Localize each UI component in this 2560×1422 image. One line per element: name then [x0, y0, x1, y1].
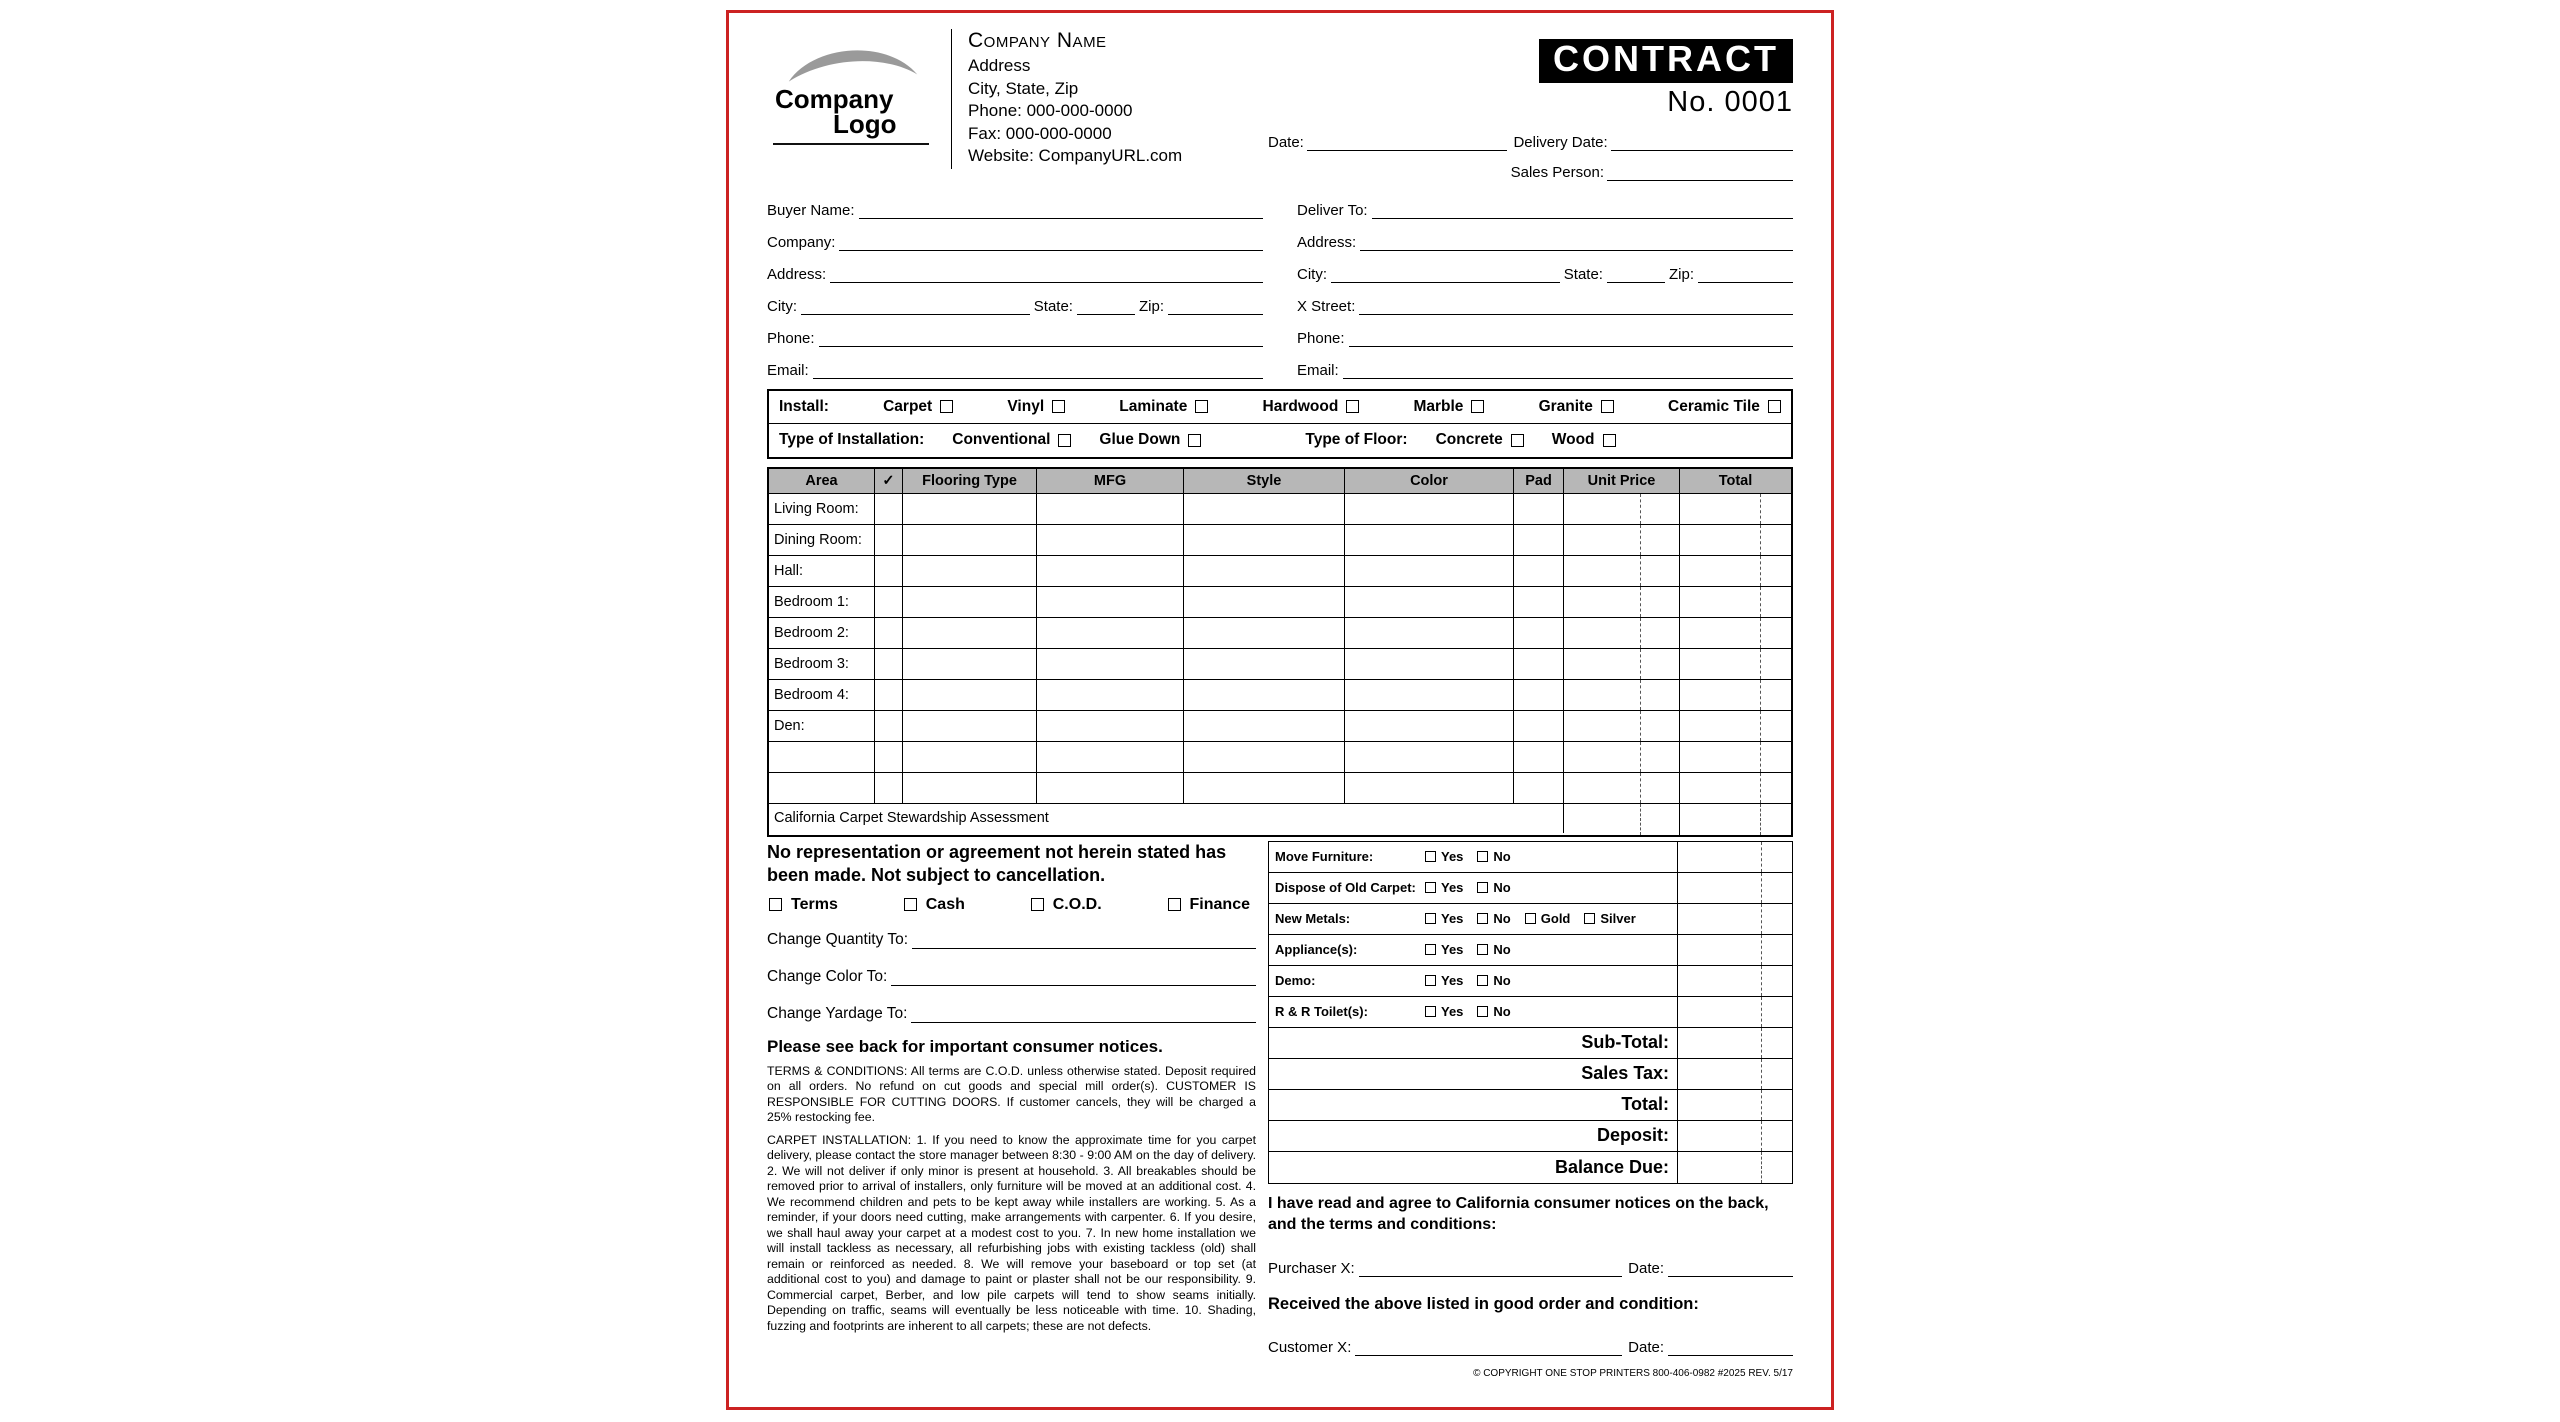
no-option: No [1477, 942, 1510, 957]
column-header-style: Style [1184, 469, 1345, 494]
cod-checkbox[interactable] [1031, 898, 1044, 911]
style-cell[interactable] [1184, 494, 1345, 525]
style-cell[interactable] [1184, 649, 1345, 680]
color-cell[interactable] [1345, 494, 1514, 525]
company-logo [767, 27, 939, 181]
buyer-state-label: State: [1033, 297, 1073, 315]
delivery-date-field[interactable] [1611, 138, 1793, 151]
customer-date-label: Date: [1628, 1339, 1664, 1357]
unit-price-cell[interactable] [1564, 680, 1680, 711]
terms-column [767, 841, 1268, 1380]
total-cell[interactable] [1680, 773, 1791, 804]
amount-cell[interactable] [1677, 873, 1792, 903]
pad-cell[interactable] [1514, 587, 1564, 618]
wood-checkbox[interactable] [1603, 434, 1616, 447]
received-text: Received the above listed in good order and condition: [1268, 1295, 1699, 1314]
install-option-marble: Marble [1413, 398, 1484, 416]
granite-checkbox[interactable] [1601, 400, 1614, 413]
subtotal-label: Sub-Total: [1581, 1032, 1669, 1053]
flooring-type-cell[interactable] [903, 742, 1037, 773]
column-header-color: Color [1345, 469, 1514, 494]
no-checkbox[interactable] [1477, 913, 1488, 924]
contract-form [726, 10, 1834, 1410]
option-row-appliances: Appliance(s): Yes No [1269, 935, 1792, 966]
amount-cell[interactable] [1677, 966, 1792, 996]
header-right [1268, 27, 1793, 181]
area-cell: Dining Room: [769, 525, 875, 556]
subtotal-amount-cell[interactable] [1677, 1028, 1792, 1058]
flooring-type-cell[interactable] [903, 525, 1037, 556]
style-cell[interactable] [1184, 773, 1345, 804]
deliver-to-field[interactable] [1372, 206, 1793, 219]
color-cell[interactable] [1345, 587, 1514, 618]
sales-person-row [1268, 164, 1793, 181]
sales-tax-amount-cell[interactable] [1677, 1059, 1792, 1089]
payment-options-row [767, 896, 1256, 914]
yes-option: Yes [1425, 1004, 1463, 1019]
color-cell[interactable] [1345, 618, 1514, 649]
change-quantity-field[interactable] [912, 936, 1256, 949]
total-cell[interactable] [1680, 494, 1791, 525]
yes-option: Yes [1425, 973, 1463, 988]
purchaser-signature-row [1268, 1253, 1793, 1279]
no-checkbox[interactable] [1477, 851, 1488, 862]
buyer-zip-label: Zip: [1138, 297, 1164, 315]
no-option: No [1477, 973, 1510, 988]
deliver-city-label: City: [1297, 265, 1327, 283]
purchaser-label: Purchaser X: [1268, 1260, 1355, 1278]
style-cell[interactable] [1184, 742, 1345, 773]
total-cell[interactable] [1680, 711, 1791, 742]
payment-cash: Cash [904, 896, 965, 914]
deliver-state-label: State: [1563, 265, 1603, 283]
color-cell[interactable] [1345, 773, 1514, 804]
no-representation-text: No representation or agreement not herein stated has been made. Not subject to cancellation. [767, 841, 1227, 885]
date-row [1268, 134, 1793, 151]
area-cell [769, 742, 875, 773]
pad-cell[interactable] [1514, 618, 1564, 649]
logo-line1: Company [775, 84, 894, 114]
check-cell[interactable] [875, 618, 903, 649]
company-phone: Phone: 000-000-0000 [968, 101, 1133, 121]
no-checkbox[interactable] [1477, 975, 1488, 986]
yes-option: Yes [1425, 849, 1463, 864]
pad-cell[interactable] [1514, 649, 1564, 680]
column-header-unit-price: Unit Price [1564, 469, 1680, 494]
form-header [767, 27, 1793, 181]
payment-terms: Terms [769, 896, 838, 914]
customer-signature-field[interactable] [1355, 1343, 1622, 1356]
no-option: No [1477, 1004, 1510, 1019]
logo-text [767, 84, 939, 140]
buyer-address-label: Address: [767, 265, 827, 283]
column-header-flooring-type: Flooring Type [903, 469, 1037, 494]
option-row-dispose-old-carpet: Dispose of Old Carpet: Yes No [1269, 873, 1792, 904]
conventional-checkbox[interactable] [1058, 434, 1071, 447]
change-color-label: Change Color To: [767, 967, 888, 985]
x-street-label: X Street: [1297, 297, 1356, 315]
unit-price-cell[interactable] [1564, 711, 1680, 742]
area-cell: Bedroom 3: [769, 649, 875, 680]
customer-signature-row [1268, 1332, 1793, 1358]
install-row [769, 391, 1791, 424]
floor-concrete: Concrete [1436, 431, 1524, 449]
deposit-amount-cell[interactable] [1677, 1121, 1792, 1151]
check-cell[interactable] [875, 742, 903, 773]
flooring-type-cell[interactable] [903, 618, 1037, 649]
company-city-state-zip: City, State, Zip [968, 78, 1079, 98]
install-label: Install: [779, 397, 829, 415]
purchaser-date-label: Date: [1628, 1260, 1664, 1278]
bottom-section [767, 841, 1793, 1380]
change-color-field[interactable] [891, 973, 1256, 986]
deliver-phone-field[interactable] [1349, 334, 1793, 347]
deliver-address-field[interactable] [1360, 238, 1793, 251]
yes-option: Yes [1425, 880, 1463, 895]
finance-checkbox[interactable] [1168, 898, 1181, 911]
type-of-installation-label: Type of Installation: [779, 431, 925, 449]
buyer-email-field[interactable] [813, 366, 1263, 379]
sales-person-field[interactable] [1607, 168, 1793, 181]
no-checkbox[interactable] [1477, 882, 1488, 893]
deliver-column [1297, 189, 1793, 381]
total-cell[interactable] [1680, 680, 1791, 711]
mfg-cell[interactable] [1037, 742, 1184, 773]
area-cell: Bedroom 2: [769, 618, 875, 649]
logo-line2: Logo [833, 109, 897, 140]
glue-down-checkbox[interactable] [1188, 434, 1201, 447]
floor-wood: Wood [1552, 431, 1616, 449]
install-option-carpet: Carpet [883, 398, 953, 416]
column-header-pad: Pad [1514, 469, 1564, 494]
installation-conventional: Conventional [952, 431, 1071, 449]
deliver-email-field[interactable] [1343, 366, 1793, 379]
install-option-ceramic-tile: Ceramic Tile [1668, 398, 1781, 416]
balance-due-label: Balance Due: [1554, 1156, 1669, 1177]
pad-cell[interactable] [1514, 711, 1564, 742]
header-divider [951, 29, 952, 169]
check-cell[interactable] [875, 494, 903, 525]
check-cell[interactable] [875, 649, 903, 680]
install-option-vinyl: Vinyl [1007, 398, 1065, 416]
contract-number: No. 0001 [1667, 85, 1793, 118]
change-yardage-field[interactable] [911, 1010, 1256, 1023]
unit-price-cell[interactable] [1564, 494, 1680, 525]
carpet-installation-paragraph: CARPET INSTALLATION: 1. If you need to know the approximate time for you carpet delivery, please contact the store manager between 8:30 - 9:00 AM on the day of delivery. 2. We will not deliver if only minor is present at household. 3. All breakables should be removed prior to arrival of installers, only furniture will be moved at an additional cost. 4. We recommend children and pets to be kept away while installers are working. 5. As a reminder, if your doors need cutting, make arrangements with carpenter. 6. If you desire, we shall haul away your carpet at a modest cost to you. 7. In new home installation we will install tackless as necessary, all refurbishing jobs with existing tackless (old) shall remain or reinforced as needed. 8. We will remove your baseboard or top set (at additional cost to you) and damage to paint or plaster shall not be our responsibility. 9. Commercial carpet, Berber, and low pile carpets will tend to show seams initially. Depending on traffic, seams will eventually be less noticeable with time. 10. Shading, fuzzing and footprints are inherent to all carpets; these are not defects. [767, 1132, 1256, 1333]
no-option: No [1477, 849, 1510, 864]
amount-cell[interactable] [1677, 997, 1792, 1027]
yes-checkbox[interactable] [1425, 975, 1436, 986]
agreement-text: I have read and agree to California consumer notices on the back, and the terms and conditions: [1268, 1194, 1769, 1233]
deposit-label: Deposit: [1597, 1125, 1669, 1146]
purchaser-signature-field[interactable] [1359, 1264, 1622, 1277]
date-field[interactable] [1307, 138, 1508, 151]
date-label: Date: [1268, 133, 1304, 151]
pad-cell[interactable] [1514, 556, 1564, 587]
pad-cell[interactable] [1514, 742, 1564, 773]
deliver-zip-field[interactable] [1698, 270, 1793, 283]
assessment-unit-price-cell[interactable] [1564, 804, 1680, 835]
yes-option: Yes [1425, 942, 1463, 957]
installation-type-row [769, 424, 1791, 457]
mfg-cell[interactable] [1037, 618, 1184, 649]
deliver-address-label: Address: [1297, 233, 1357, 251]
payment-finance: Finance [1168, 896, 1250, 914]
buyer-city-field[interactable] [801, 302, 1030, 315]
mfg-cell[interactable] [1037, 711, 1184, 742]
change-yardage-label: Change Yardage To: [767, 1004, 908, 1022]
customer-label: Customer X: [1268, 1339, 1352, 1357]
check-cell[interactable] [875, 525, 903, 556]
total-label: Total: [1621, 1094, 1669, 1115]
buyer-city-label: City: [767, 297, 797, 315]
terms-conditions-paragraph: TERMS & CONDITIONS: All terms are C.O.D. unless otherwise stated. Deposit required on all orders. No refund on cut goods and special mill order(s). CUSTOMER IS RESPONSIBLE FOR CUTTING DOORS. If customer cancels, they will be charged a 25% restocking fee. [767, 1063, 1256, 1125]
yes-checkbox[interactable] [1425, 944, 1436, 955]
buyer-phone-field[interactable] [819, 334, 1263, 347]
unit-price-cell[interactable] [1564, 618, 1680, 649]
style-cell[interactable] [1184, 711, 1345, 742]
unit-price-cell[interactable] [1564, 773, 1680, 804]
total-row [1269, 1090, 1792, 1121]
area-cell: Bedroom 1: [769, 587, 875, 618]
option-row-rr-toilets: R & R Toilet(s): Yes No [1269, 997, 1792, 1028]
buyer-phone-label: Phone: [767, 329, 815, 347]
sales-tax-label: Sales Tax: [1581, 1063, 1669, 1084]
style-cell[interactable] [1184, 525, 1345, 556]
sales-person-label: Sales Person: [1510, 163, 1604, 181]
sales-tax-row [1269, 1059, 1792, 1090]
cash-checkbox[interactable] [904, 898, 917, 911]
style-cell[interactable] [1184, 587, 1345, 618]
silver-checkbox[interactable] [1584, 913, 1595, 924]
flooring-type-cell[interactable] [903, 773, 1037, 804]
no-option: No [1477, 911, 1510, 926]
total-amount-cell[interactable] [1677, 1090, 1792, 1120]
deliver-to-label: Deliver To: [1297, 201, 1368, 219]
options-column [1268, 841, 1793, 1380]
amount-cell[interactable] [1677, 935, 1792, 965]
terms-checkbox[interactable] [769, 898, 782, 911]
area-cell: Den: [769, 711, 875, 742]
deliver-city-field[interactable] [1331, 270, 1560, 283]
color-cell[interactable] [1345, 649, 1514, 680]
install-option-granite: Granite [1539, 398, 1614, 416]
mfg-cell[interactable] [1037, 680, 1184, 711]
check-cell[interactable] [875, 556, 903, 587]
area-cell [769, 773, 875, 804]
gold-option: Gold [1525, 911, 1571, 926]
carpet-checkbox[interactable] [940, 400, 953, 413]
flooring-table [767, 467, 1793, 837]
color-cell[interactable] [1345, 680, 1514, 711]
check-cell[interactable] [875, 587, 903, 618]
company-website: Website: CompanyURL.com [968, 146, 1183, 166]
deliver-email-label: Email: [1297, 361, 1339, 379]
gold-checkbox[interactable] [1525, 913, 1536, 924]
total-cell[interactable] [1680, 618, 1791, 649]
pad-cell[interactable] [1514, 525, 1564, 556]
company-address: Address [968, 55, 1031, 75]
mfg-cell[interactable] [1037, 525, 1184, 556]
style-cell[interactable] [1184, 680, 1345, 711]
yes-checkbox[interactable] [1425, 1006, 1436, 1017]
laminate-checkbox[interactable] [1195, 400, 1208, 413]
copyright-text: © COPYRIGHT ONE STOP PRINTERS 800-406-0982 #2025 REV. 5/17 [1473, 1368, 1793, 1380]
flooring-type-cell[interactable] [903, 494, 1037, 525]
flooring-type-cell[interactable] [903, 587, 1037, 618]
payment-cod: C.O.D. [1031, 896, 1102, 914]
company-fax: Fax: 000-000-0000 [968, 123, 1112, 143]
yes-checkbox[interactable] [1425, 882, 1436, 893]
deliver-state-field[interactable] [1607, 270, 1665, 283]
silver-option: Silver [1584, 911, 1635, 926]
install-section [767, 389, 1793, 459]
unit-price-cell[interactable] [1564, 525, 1680, 556]
pad-cell[interactable] [1514, 680, 1564, 711]
yes-checkbox[interactable] [1425, 851, 1436, 862]
mfg-cell[interactable] [1037, 587, 1184, 618]
buyer-email-label: Email: [767, 361, 809, 379]
option-row-new-metals: New Metals: Yes No Gold Silver [1269, 904, 1792, 935]
amount-cell[interactable] [1677, 904, 1792, 934]
flooring-type-cell[interactable] [903, 680, 1037, 711]
total-cell[interactable] [1680, 556, 1791, 587]
check-cell[interactable] [875, 773, 903, 804]
mfg-cell[interactable] [1037, 649, 1184, 680]
column-header-mfg: MFG [1037, 469, 1184, 494]
marble-checkbox[interactable] [1471, 400, 1484, 413]
mfg-cell[interactable] [1037, 556, 1184, 587]
no-checkbox[interactable] [1477, 944, 1488, 955]
style-cell[interactable] [1184, 556, 1345, 587]
color-cell[interactable] [1345, 742, 1514, 773]
area-cell: Bedroom 4: [769, 680, 875, 711]
purchaser-date-field[interactable] [1668, 1264, 1793, 1277]
install-option-hardwood: Hardwood [1263, 398, 1360, 416]
option-row-demo: Demo: Yes No [1269, 966, 1792, 997]
color-cell[interactable] [1345, 525, 1514, 556]
total-cell[interactable] [1680, 587, 1791, 618]
mfg-cell[interactable] [1037, 773, 1184, 804]
total-cell[interactable] [1680, 525, 1791, 556]
color-cell[interactable] [1345, 711, 1514, 742]
ceramic-tile-checkbox[interactable] [1768, 400, 1781, 413]
buyer-state-field[interactable] [1077, 302, 1135, 315]
hardwood-checkbox[interactable] [1346, 400, 1359, 413]
buyer-company-label: Company: [767, 233, 836, 251]
buyer-name-label: Buyer Name: [767, 201, 855, 219]
column-header-area: Area [769, 469, 875, 494]
check-cell[interactable] [875, 680, 903, 711]
flooring-type-cell[interactable] [903, 556, 1037, 587]
options-panel [1268, 841, 1793, 1184]
deliver-zip-label: Zip: [1668, 265, 1694, 283]
install-option-laminate: Laminate [1119, 398, 1208, 416]
buyer-address-field[interactable] [830, 270, 1263, 283]
yes-checkbox[interactable] [1425, 913, 1436, 924]
stewardship-assessment-label: California Carpet Stewardship Assessment [769, 804, 1564, 833]
flooring-type-cell[interactable] [903, 649, 1037, 680]
concrete-checkbox[interactable] [1511, 434, 1524, 447]
check-cell[interactable] [875, 711, 903, 742]
assessment-total-cell[interactable] [1680, 804, 1791, 835]
see-back-notice: Please see back for important consumer notices. [767, 1036, 1163, 1056]
pad-cell[interactable] [1514, 494, 1564, 525]
mfg-cell[interactable] [1037, 494, 1184, 525]
delivery-date-label: Delivery Date: [1513, 133, 1608, 151]
subtotal-row [1269, 1028, 1792, 1059]
unit-price-cell[interactable] [1564, 556, 1680, 587]
amount-cell[interactable] [1677, 842, 1792, 872]
customer-date-field[interactable] [1668, 1343, 1793, 1356]
yes-option: Yes [1425, 911, 1463, 926]
company-info [968, 27, 1268, 181]
vinyl-checkbox[interactable] [1052, 400, 1065, 413]
buyer-name-field[interactable] [859, 206, 1263, 219]
logo-swoosh-icon [778, 37, 928, 87]
parties-section [767, 189, 1793, 381]
style-cell[interactable] [1184, 618, 1345, 649]
logo-underline [773, 143, 929, 145]
total-cell[interactable] [1680, 649, 1791, 680]
option-row-move-furniture: Move Furniture: Yes No [1269, 842, 1792, 873]
unit-price-cell[interactable] [1564, 742, 1680, 773]
buyer-zip-field[interactable] [1168, 302, 1263, 315]
balance-due-row [1269, 1152, 1792, 1183]
total-cell[interactable] [1680, 742, 1791, 773]
column-header-check: ✓ [875, 469, 903, 494]
column-header-total: Total [1680, 469, 1791, 494]
flooring-type-cell[interactable] [903, 711, 1037, 742]
color-cell[interactable] [1345, 556, 1514, 587]
pad-cell[interactable] [1514, 773, 1564, 804]
company-name: Company Name [968, 29, 1107, 52]
unit-price-cell[interactable] [1564, 587, 1680, 618]
unit-price-cell[interactable] [1564, 649, 1680, 680]
no-checkbox[interactable] [1477, 1006, 1488, 1017]
x-street-field[interactable] [1359, 302, 1793, 315]
area-cell: Living Room: [769, 494, 875, 525]
area-cell: Hall: [769, 556, 875, 587]
installation-glue-down: Glue Down [1099, 431, 1201, 449]
buyer-column [767, 189, 1263, 381]
type-of-floor-label: Type of Floor: [1305, 431, 1408, 449]
deposit-row [1269, 1121, 1792, 1152]
contract-title: CONTRACT [1539, 39, 1793, 83]
deliver-phone-label: Phone: [1297, 329, 1345, 347]
no-option: No [1477, 880, 1510, 895]
buyer-company-field[interactable] [839, 238, 1263, 251]
balance-due-amount-cell[interactable] [1677, 1152, 1792, 1183]
change-quantity-label: Change Quantity To: [767, 930, 909, 948]
